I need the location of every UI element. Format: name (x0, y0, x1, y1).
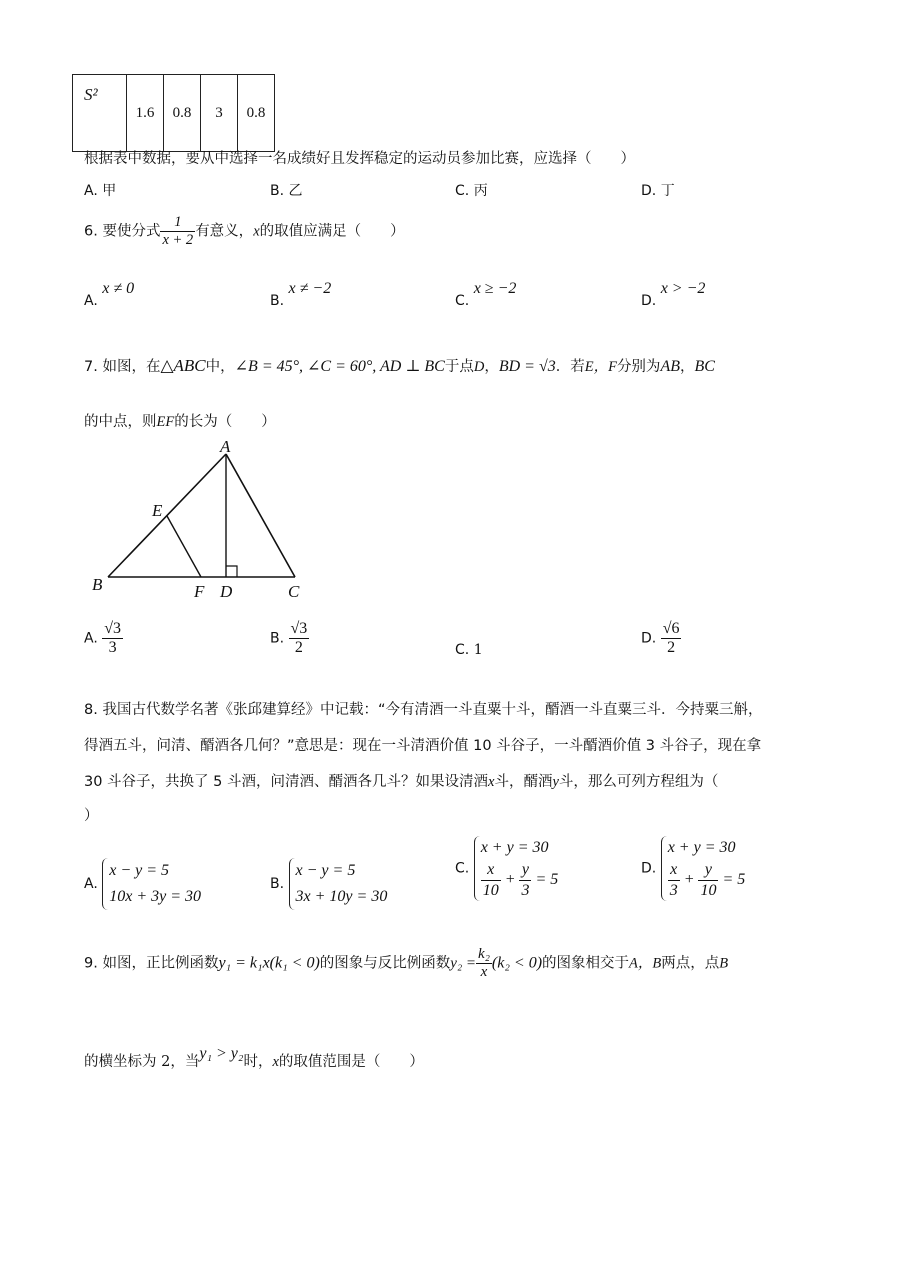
q7-triangle-figure (88, 440, 318, 610)
label-f: F (194, 582, 205, 601)
q7-option-d: D. $\frac{√6}{2}$ (641, 620, 680, 656)
q8-line2: 得酒五斗，问清、醑酒各几何？”意思是：现在一斗清酒价值 10 斗谷子，一斗醑酒价值 3 斗谷子，现在拿 (84, 738, 762, 754)
variance-table (72, 74, 275, 152)
table-cell: 1.6 (127, 75, 164, 152)
side-ab (108, 454, 226, 577)
q7-option-b: B. $\frac{√3}{2}$ (270, 620, 308, 656)
q9-stem-line2: 的横坐标为 2，当y₁ > y₂时，x的取值范围是（ ） (84, 1045, 424, 1070)
q9-stem-line1: 9. 如图，正比例函数y₁ = k₁x(k₁ < 0)的图象与反比例函数y₂ = $\frac{\text{k₂}}{x}$ (k₂ < 0)的图象相交于A，B两点，点B (84, 946, 729, 980)
q8-line4: ） (84, 808, 99, 824)
q6-option-b: B. x ≠ −2 (270, 280, 332, 309)
label-d: D (220, 582, 233, 601)
q8-line1: 8. 我国古代数学名著《张邱建算经》中记载：“今有清酒一斗直粟十斗，醑酒一斗直粟三斗．今持粟三斛， (84, 702, 763, 718)
q7-option-c: C. 1 (455, 642, 483, 658)
table-cell: 3 (201, 75, 238, 152)
q7-stem-line1: 7. 如图，在△ABC中，∠B = 45°, ∠C = 60°, AD ⊥ BC于点D，BD = √3．若E，F分别为AB，BC (84, 356, 715, 375)
q5-option-a: A. 甲 (84, 183, 117, 199)
q5-option-d: D. 丁 (641, 183, 675, 199)
q8-option-b: B. x − y = 5 3x + 10y = 30 (270, 858, 387, 910)
table-cell: 0.8 (164, 75, 201, 152)
side-ac (226, 454, 295, 577)
q7-stem-line2: 的中点，则EF的长为（ ） (84, 414, 276, 430)
q7-option-a: A. $\frac{√3}{3}$ (84, 620, 122, 656)
q8-option-c: C. x + y = 30 $\frac{x}{10}$ + $\frac{y}{3}$ = 5 (455, 836, 558, 901)
table-row (73, 75, 275, 152)
q6-option-a: A. x ≠ 0 (84, 280, 135, 309)
table-header-cell: S² (73, 75, 127, 152)
segment-ef (167, 516, 201, 577)
label-b: B (92, 575, 103, 594)
q8-option-d: D. x + y = 30 $\frac{x}{3}$ + $\frac{y}{10}$ = 5 (641, 836, 745, 901)
q6-option-d: D. x > −2 (641, 280, 706, 309)
q6-option-c: C. x ≥ −2 (455, 280, 517, 309)
q8-line3: 30 斗谷子，共换了 5 斗酒，问清酒、醑酒各几斗？如果设清酒x斗，醑酒y斗，那么可列方程组为（ (84, 774, 719, 790)
q5-option-b: B. 乙 (270, 183, 303, 199)
label-a: A (220, 440, 231, 456)
q8-option-a: A. x − y = 5 10x + 3y = 30 (84, 858, 201, 910)
label-e: E (152, 501, 163, 520)
right-angle-mark (226, 566, 237, 577)
label-c: C (288, 582, 300, 601)
q5-text: 根据表中数据，要从中选择一名成绩好且发挥稳定的运动员参加比赛，应选择（ ） (84, 151, 635, 167)
q6-stem: 6. 要使分式 $\frac{1}{x + 2}$ 有意义，x的取值应满足（ ） (84, 214, 405, 248)
q5-option-c: C. 丙 (455, 183, 488, 199)
table-cell: 0.8 (238, 75, 275, 152)
q6-fraction: $\frac{1}{x + 2}$ (162, 214, 194, 248)
